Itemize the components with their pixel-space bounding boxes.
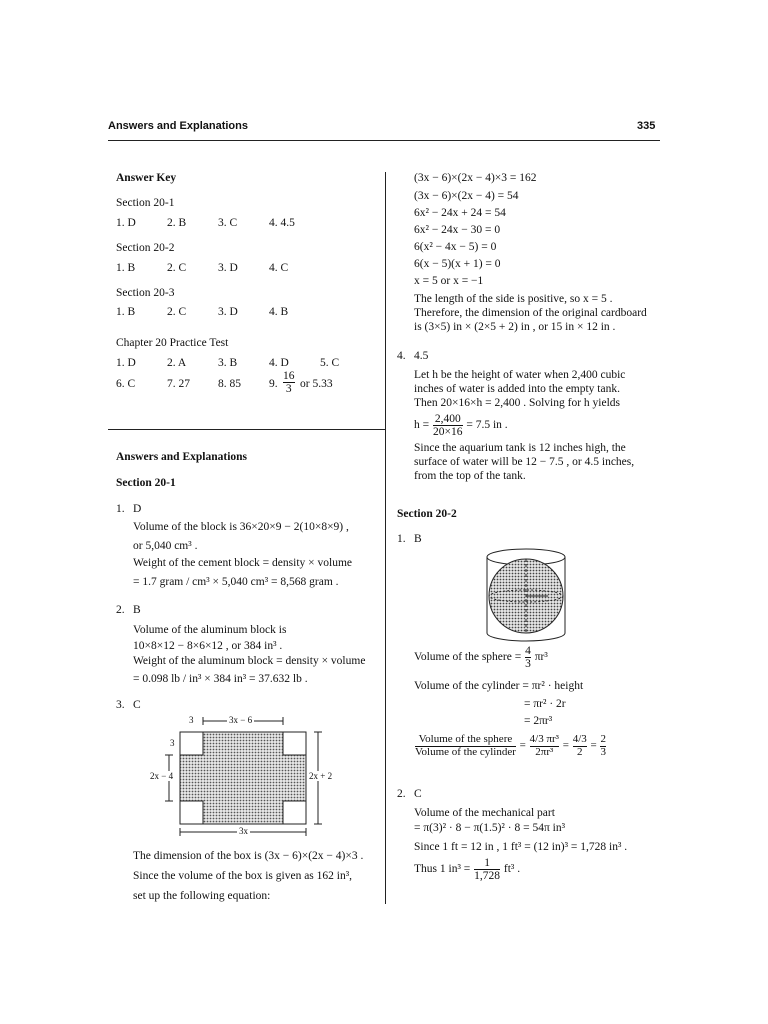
header-rule [108,140,660,141]
sphere-frac-den: 3 [525,658,531,671]
cylinder-volume-line3: = 2πr³ [524,715,553,727]
col2-para-line1: The length of the side is positive, so x = 5 . [414,293,613,305]
ak-pt-a1: 1. D [116,357,136,369]
ak-pt-a3: 3. B [218,357,238,369]
ak-s3-a1: 1. B [116,306,136,318]
fig-top-dim: 3x − 6 [229,715,253,725]
ak-s2-a1: 1. B [116,262,136,274]
q1-line4: = 1.7 gram / cm³ × 5,040 cm³ = 8,568 gram . [133,576,339,588]
ak-pt-a4: 4. D [269,357,289,369]
ak-pt-a2: 2. A [167,357,187,369]
fig-left-dim: 2x − 4 [150,771,174,781]
ak-pt-a7: 7. 27 [167,378,190,390]
frac-num: 16 [283,370,295,382]
q1-label: 1. [116,503,125,515]
col2-para-line2: Therefore, the dimension of the original cardboard [414,307,647,319]
ak-pt-a9: 9. [269,378,278,390]
q3-label: 3. [116,699,125,711]
running-header-title: Answers and Explanations [108,120,248,132]
equals-sign: = [562,739,569,752]
ratio2-den: 2πr³ [530,746,559,759]
q4-label: 4. [397,350,406,362]
q2-line3: Weight of the aluminum block = density × volume [133,655,366,667]
sphere-volume-line [414,645,548,670]
q2-line2: 10×8×12 − 8×6×12 , or 384 in³ . [133,640,283,652]
eq-line-6: 6(x − 5)(x + 1) = 0 [414,258,501,270]
ak-section-2-name: Section 20-2 [116,242,175,254]
q4-line6: surface of water will be 12 − 7.5 , or 4.5 inches, [414,456,635,468]
q2-line1: Volume of the aluminum block is [133,624,287,636]
q1-line2: or 5,040 cm³ . [133,540,198,552]
eq-line-3: 6x² − 24x + 24 = 54 [414,207,506,219]
ratio2-num: 4/3 πr³ [529,733,559,745]
ratio-frac-2 [530,734,559,758]
eq-line-5: 6(x² − 4x − 5) = 0 [414,241,497,253]
ae-title: Answers and Explanations [116,451,248,463]
q1-line1: Volume of the block is 36×20×9 − 2(10×8×9) , [133,521,349,533]
ak-section-1-name: Section 20-1 [116,197,175,209]
fig-left-3: 3 [170,738,175,748]
s2-q2-line1: Volume of the mechanical part [414,807,555,819]
q2-line4: = 0.098 lb / in³ × 384 in³ = 37.632 lb . [133,673,308,685]
q2-label: 2. [116,604,125,616]
col2-para-line3: is (3×5) in × (2×5 + 2) in , or 15 in × 12 in . [414,321,616,333]
ratio3-den: 2 [573,746,587,759]
frac-den: 3 [283,382,295,395]
ak-s1-a2: 2. B [167,217,187,229]
q4-line7: from the top of the tank. [414,470,526,482]
thus-num: 1 [484,857,490,869]
ratio4-den: 3 [600,745,606,758]
thus-post: ft³ . [503,863,521,876]
ak-s3-a2: 2. C [167,306,187,318]
q4-h-num: 2,400 [434,413,461,425]
ak-s1-a4: 4. 4.5 [269,217,295,229]
cylinder-volume-line1: Volume of the cylinder = πr² · height [414,680,584,692]
answer-key-title: Answer Key [116,172,177,184]
sphere-volume-pre: Volume of the sphere = [414,651,522,664]
ak-s2-a3: 3. D [218,262,238,274]
q1-answer: D [133,503,142,515]
ak-s2-a2: 2. C [167,262,187,274]
s2-q2-answer: C [414,788,422,800]
section-20-1-title: Section 20-1 [116,477,176,489]
ak-pt-a9-fraction [282,370,296,395]
ak-s1-a1: 1. D [116,217,136,229]
q4-line5: Since the aquarium tank is 12 inches high, the [414,442,626,454]
equals-sign: = [590,739,597,752]
ak-section-3-name: Section 20-3 [116,287,175,299]
q4-h-pre: h = [414,419,430,432]
q4-line2: inches of water is added into the empty tank. [414,383,620,395]
ak-pt-a9-decimal: or 5.33 [300,378,333,390]
q4-h-post: = 7.5 in . [466,419,508,432]
shaded-net [180,732,306,824]
ak-practice-test-name: Chapter 20 Practice Test [116,337,229,349]
q4-line1: Let h be the height of water when 2,400 cubic [414,369,626,381]
ratio4-num: 2 [600,733,606,745]
ratio-frac-4 [600,734,606,758]
fig-top-3: 3 [189,715,194,725]
ratio-num: Volume of the sphere [418,733,513,745]
q3-line3: set up the following equation: [133,890,271,902]
q4-h-den: 20×16 [433,426,463,439]
s2-q2-line3: Since 1 ft = 12 in , 1 ft³ = (12 in)³ = 1,728 in³ . [414,841,628,853]
cylinder-bottom [487,633,565,641]
column-divider [385,172,386,904]
ratio-den: Volume of the cylinder [415,745,516,758]
ak-pt-a5: 5. C [320,357,340,369]
thus-pre: Thus 1 in³ = [414,863,471,876]
ak-pt-a8: 8. 85 [218,378,241,390]
volume-ratio-equation [414,734,607,758]
ratio3-num: 4/3 [572,733,587,745]
eq-line-7: x = 5 or x = −1 [414,275,484,287]
sphere-frac-num: 4 [525,645,531,657]
s2-q2-label: 2. [397,788,406,800]
q4-line3: Then 20×16×h = 2,400 . Solving for h yields [414,397,621,409]
thus-den: 1,728 [474,870,501,883]
q2-answer: B [133,604,141,616]
eq-line-2: (3x − 6)×(2x − 4) = 54 [414,190,519,202]
q4-h-equation [414,413,508,438]
ak-s1-a3: 3. C [218,217,238,229]
s2-q1-label: 1. [397,533,406,545]
cylinder-volume-line2: = πr² · 2r [524,698,566,710]
eq-line-1: (3x − 6)×(2x − 4)×3 = 162 [414,172,537,184]
ak-s3-a3: 3. D [218,306,238,318]
eq-line-4: 6x² − 24x − 30 = 0 [414,224,501,236]
s2-q2-line2: = π(3)² · 8 − π(1.5)² · 8 = 54π in³ [414,822,566,834]
ak-s3-a4: 4. B [269,306,289,318]
q3-line2: Since the volume of the box is given as 162 in³, [133,870,353,882]
q1-line3: Weight of the cement block = density × volume [133,557,352,569]
answer-key-rule [108,429,386,430]
ratio-frac [415,734,516,758]
fig-bottom-dim: 3x [239,826,248,836]
s2-q2-thus-line [414,857,520,882]
ak-s2-a4: 4. C [269,262,289,274]
equals-sign: = [519,739,526,752]
ak-pt-a6: 6. C [116,378,136,390]
ratio-frac-3 [573,734,587,758]
s2-q1-answer: B [414,533,422,545]
sphere-volume-post: πr³ [534,651,548,664]
q3-answer: C [133,699,141,711]
page-number: 335 [637,120,656,132]
q3-line1: The dimension of the box is (3x − 6)×(2x − 4)×3 . [133,850,364,862]
sphere-in-cylinder-figure [478,545,574,651]
q4-answer: 4.5 [414,350,429,362]
section-20-2-title: Section 20-2 [397,508,457,520]
fig-right-dim: 2x + 2 [309,771,333,781]
